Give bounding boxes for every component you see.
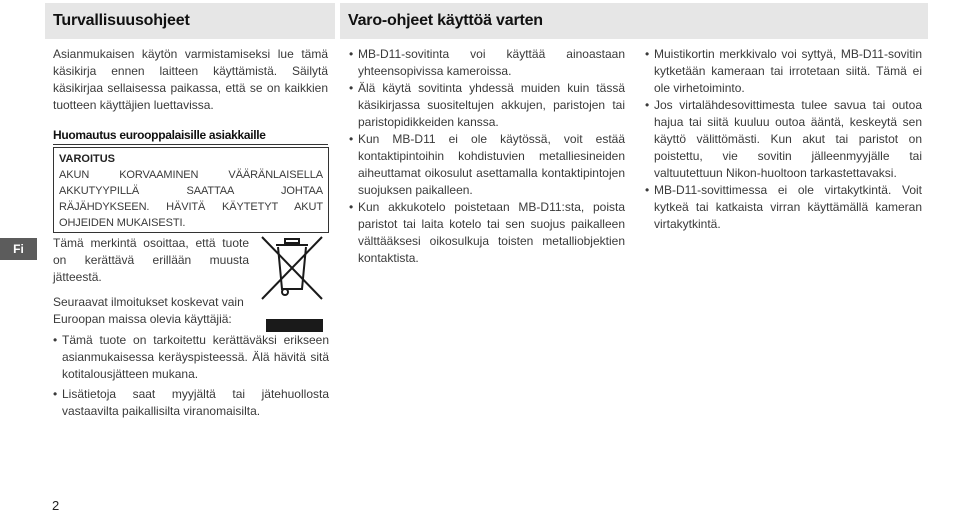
section-title-precautions: Varo-ohjeet käyttöä varten — [348, 12, 543, 29]
language-tab: Fi — [0, 238, 37, 260]
list-item: • Lisätietoja saat myyjältä tai jätehuollosta vastaavilta paikallisilta viranomaisilta. — [53, 386, 329, 420]
precautions-list-right — [645, 46, 922, 233]
page-number: 2 — [52, 498, 60, 513]
list-item: • Kun akkukotelo poistetaan MB-D11:sta, poista paristot tai laita kotelo tai sen suojus paikalleen välttääksesi oikosulkuja toisten metalliobjektien kontaktista. — [349, 199, 625, 267]
disposal-list — [53, 332, 329, 420]
list-item: • Kun MB-D11 ei ole käytössä, voit estää kontaktipintoihin kohdistuvien metalliesineiden aiheuttamat oikosulut asettamalla kontaktipintojen suojuksen paikalleen. — [349, 131, 625, 199]
warning-title: VAROITUS — [59, 153, 116, 165]
precautions-list-middle — [349, 46, 625, 267]
section-header-precautions — [340, 3, 928, 39]
symbol-description: Tämä merkintä osoittaa, että tuote on kerättävä erillään muusta jätteestä. — [53, 236, 249, 284]
applicability-paragraph: Seuraavat ilmoitukset koskevat vain Euroopan maissa olevia käyttäjiä: — [53, 295, 244, 326]
list-item: • Älä käytä sovitinta yhdessä muiden kuin tässä käsikirjassa suositeltujen akkujen, paristojen tai paristopidikkeiden kanssa. — [349, 80, 625, 131]
warning-text: AKUN KORVAAMINEN VÄÄRÄNLAISELLA AKKUTYYPILLÄ SAATTAA JOHTAA RÄJÄHDYKSEEN. HÄVITÄ KÄYTETYT AKUT OHJEIDEN MUKAISESTI. — [59, 169, 323, 229]
list-item: • Tämä tuote on tarkoitettu kerättäväksi erikseen asianmukaisessa keräyspisteessä. Älä hävitä sitä kotitalousjätteen mukana. — [53, 332, 329, 383]
list-item: • Muistikortin merkkivalo voi syttyä, MB-D11-sovitin kytketään kameraan tai irrotetaan siitä. Tämä ei ole virhetoiminto. — [645, 46, 922, 97]
crossed-out-wheelie-bin-icon — [258, 233, 326, 303]
section-header-safety — [45, 3, 335, 39]
separate-collection-bar — [266, 319, 323, 332]
list-item: • MB-D11-sovitinta voi käyttää ainoastaan yhteensopivissa kameroissa. — [349, 46, 625, 80]
intro-paragraph: Asianmukaisen käytön varmistamiseksi lue tämä käsikirja ennen laitteen käyttämistä. Säilytä käsikirjaa sellaisessa paikassa, että se on kaikkien tuotteen käyttäjien luettavissa. — [53, 47, 328, 112]
list-item: • MB-D11-sovittimessa ei ole virtakytkintä. Voit kytkeä tai katkaista virran käyttämällä kameran virtakytkintä. — [645, 182, 922, 233]
warning-box — [53, 147, 329, 233]
european-notice-heading: Huomautus eurooppalaisille asiakkaille — [53, 127, 328, 145]
section-title-safety: Turvallisuusohjeet — [53, 12, 190, 29]
list-item: • Jos virtalähdesovittimesta tulee savua tai outoa hajua tai siitä kuuluu outoa ääntä, keskeytä sen käyttö välittömästi. Kun akut tai paristot on poistettu, vie sovitin jälleenmyyjälle tai valtuutettuun Nikon-huoltoon tarkastettavaksi. — [645, 97, 922, 182]
